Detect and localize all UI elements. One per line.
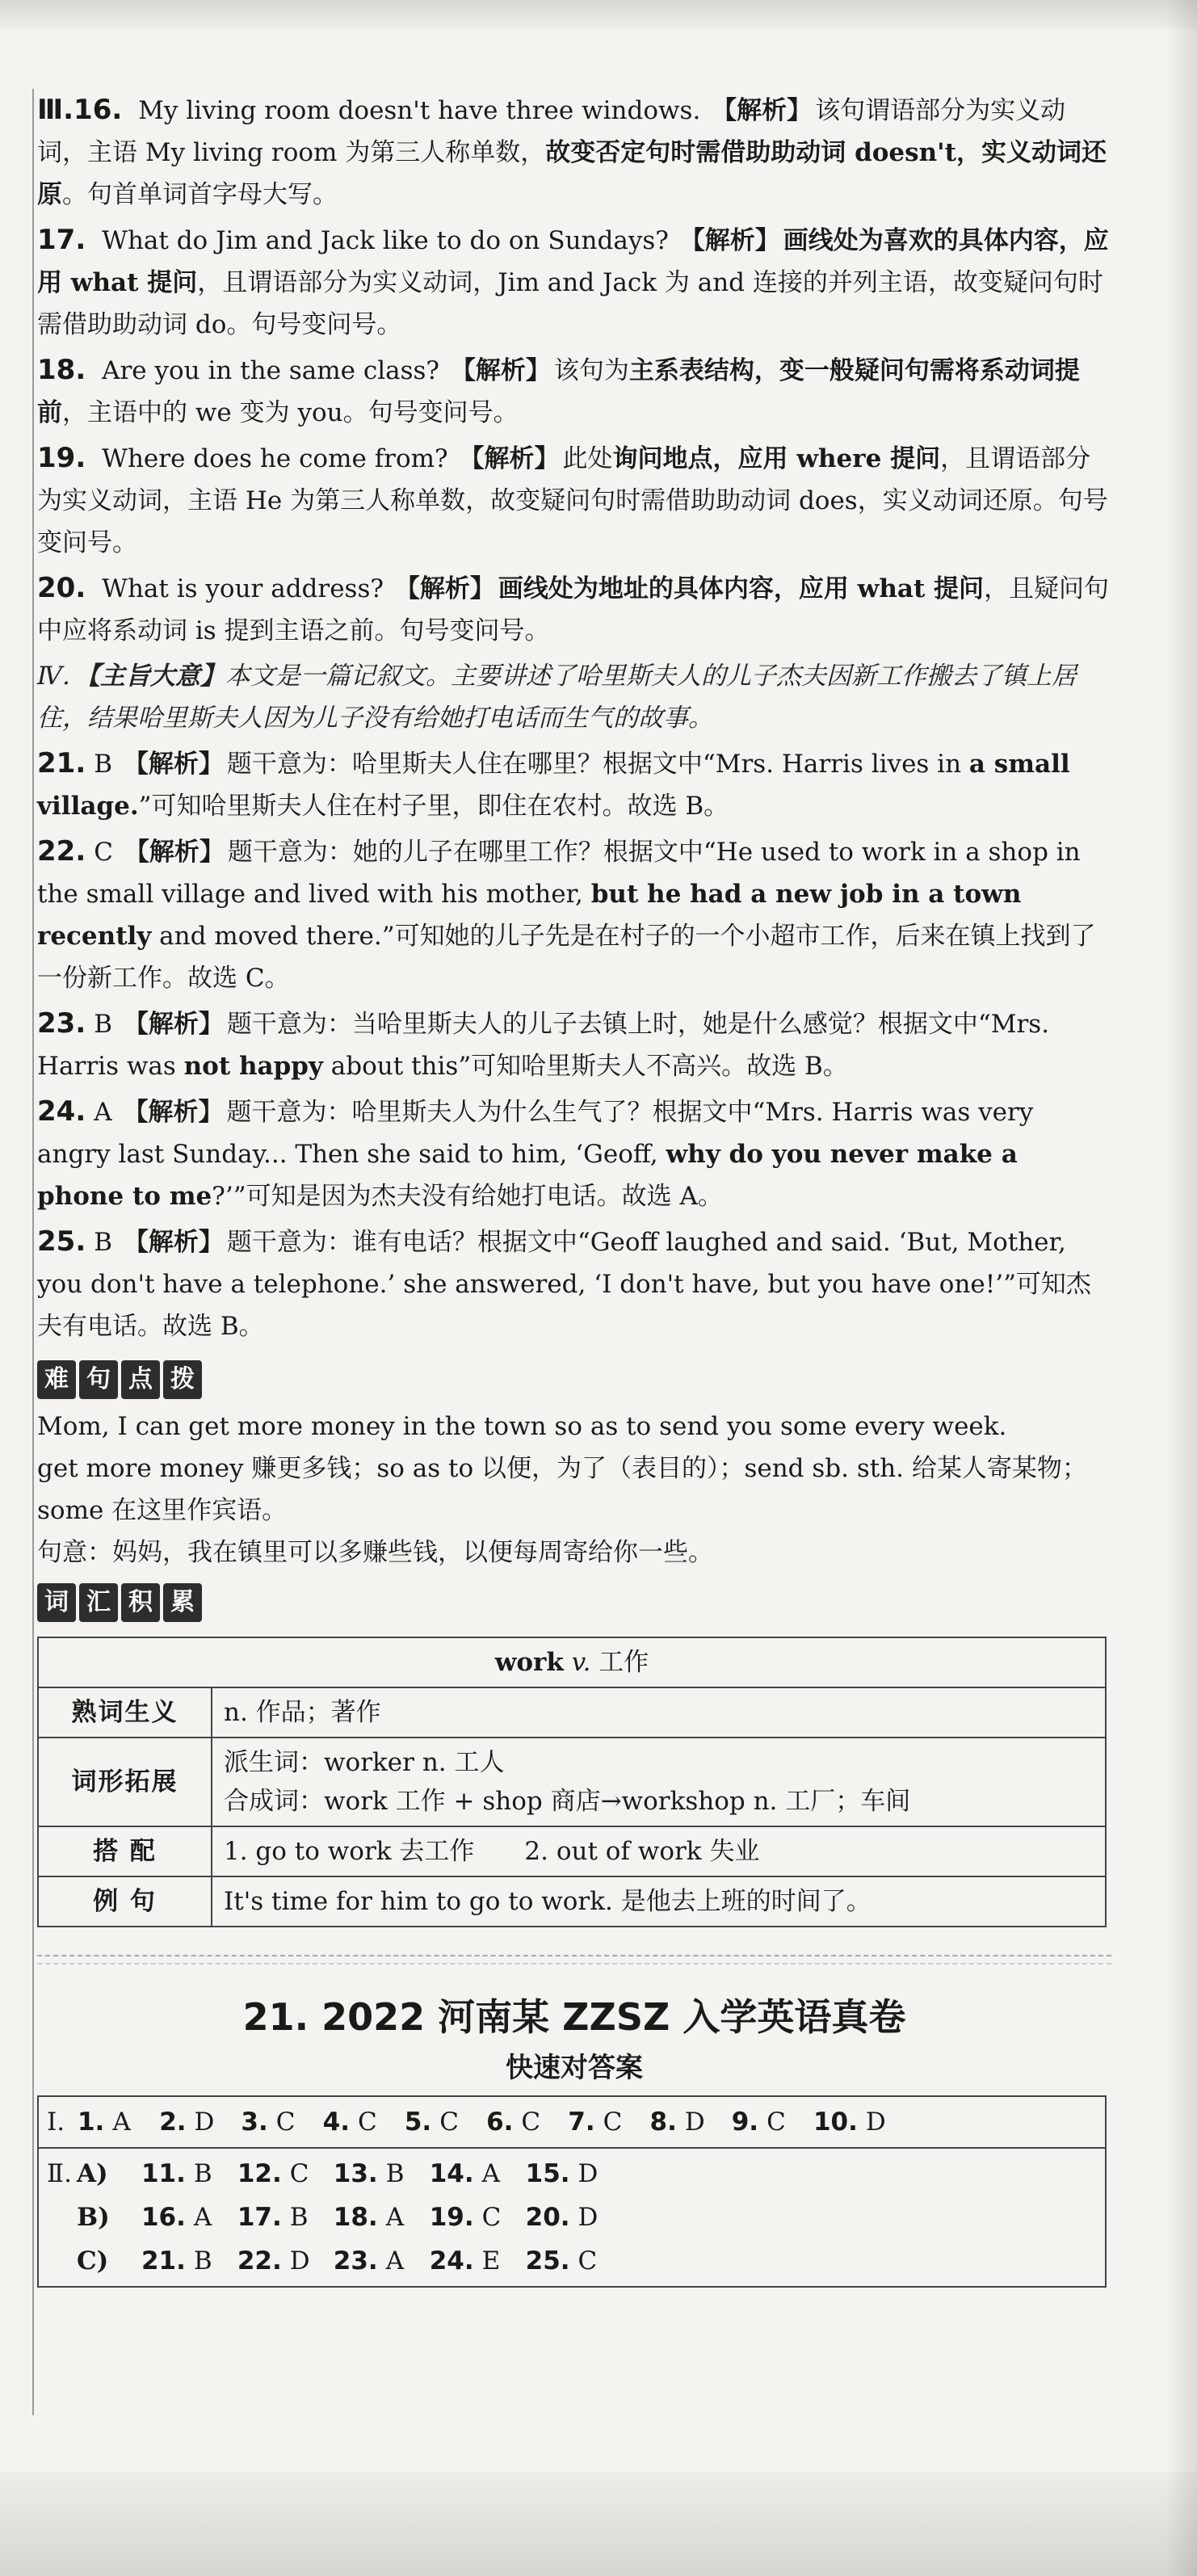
analysis-tag: 【解析】 <box>459 444 560 473</box>
analysis-text: ”可知哈里斯夫人住在村子里，即住在农村。故选 B。 <box>138 792 729 821</box>
answer <box>430 2239 505 2283</box>
answer-number: 4. <box>322 2107 350 2137</box>
answer-number: 13. <box>333 2159 378 2188</box>
answer <box>241 2100 298 2144</box>
section-label: Ⅰ. <box>47 2107 65 2137</box>
answer <box>237 2196 313 2239</box>
analysis-text: ，且谓语部分为实义动词，Jim and Jack 为 and 连接的并列主语，故变疑问句时需借助助动词 do。句号变问号。 <box>37 268 1103 339</box>
answer-row <box>38 2148 1106 2287</box>
answer <box>650 2100 708 2144</box>
answer-value: A <box>385 2246 405 2276</box>
label-char: 句 <box>79 1360 118 1399</box>
answer <box>486 2100 544 2144</box>
answer <box>732 2100 789 2144</box>
reading-item-21 <box>37 742 1111 827</box>
answer <box>526 2152 601 2196</box>
answer-number: 7. <box>568 2107 595 2137</box>
analysis-tag: 【解析】 <box>123 1098 224 1127</box>
answer-number: 8. <box>649 2107 677 2137</box>
analysis-text: 题干意为：谁有电话？根据文中“Geoff laughed and said. ‘But, Mother, you don't have a telephone.’ she answered, ‘I don't have, but you have one!’”可知杰夫有电话。故选 B。 <box>37 1228 1091 1341</box>
answer-value: D <box>578 2203 598 2232</box>
item-answer: What is your address? <box>102 574 384 603</box>
vocab-row <box>38 1687 1106 1738</box>
vocab-row <box>38 1738 1106 1826</box>
analysis-text: 题干意为：当哈里斯夫人的儿子去镇上时，她是什么感觉？根据文中“Mrs. Harris was <box>37 1010 1050 1081</box>
exam-subtitle: 快速对答案 <box>506 2052 643 2084</box>
answer-value: C <box>766 2107 786 2137</box>
analysis-tag: 【解析】 <box>450 356 551 385</box>
answer-number: 15. <box>525 2159 570 2188</box>
answer-number: 18. <box>333 2203 378 2232</box>
item-answer: My living room doesn't have three windows. <box>138 96 701 125</box>
item-number: 23. <box>37 1007 86 1040</box>
summary-text: 本文是一篇记叙文。主要讲述了哈里斯夫人的儿子杰夫因新工作搬去了镇上居住，结果哈里斯夫人因为儿子没有给她打电话而生气的故事。 <box>37 662 1077 733</box>
item-17 <box>37 219 1111 346</box>
vocab-line: 派生词：worker n. 工人 <box>224 1748 505 1777</box>
answer-value: A <box>385 2203 405 2232</box>
answer-value: B <box>193 2246 212 2276</box>
answer-value: B <box>289 2203 309 2232</box>
item-number: 21. <box>37 747 86 780</box>
analysis-text: 题干意为：哈里斯夫人住在哪里？根据文中“Mrs. Harris lives in <box>226 750 969 779</box>
answer <box>813 2100 888 2144</box>
answer-group <box>47 2196 1097 2239</box>
answer-number: 19. <box>429 2203 474 2232</box>
answer-row <box>38 2096 1106 2148</box>
analysis-tag: 【解析】 <box>123 1010 224 1039</box>
margin-rule <box>32 89 34 2415</box>
answer-value: D <box>865 2107 886 2137</box>
analysis-text: 题干意为：她的儿子在哪里工作？根据文中“He used to work in a shop in the small village and lived with his mother, <box>37 838 1081 909</box>
answer <box>526 2196 601 2239</box>
section-divider <box>37 1955 1111 1965</box>
answer-value: A <box>481 2159 501 2188</box>
answer-number: 24. <box>429 2246 474 2276</box>
section-4-summary <box>37 655 1111 739</box>
item-16 <box>37 89 1111 216</box>
vocab-line: 合成词：work 工作 + shop 商店→workshop n. 工厂；车间 <box>224 1787 911 1816</box>
analysis-tag: 【解析】 <box>123 1228 224 1257</box>
group-label: B) <box>76 2203 110 2232</box>
analysis-tag: 【解析】 <box>712 96 813 125</box>
reading-item-24 <box>37 1090 1111 1217</box>
answer-section-1 <box>38 2096 1106 2148</box>
item-answer-letter: B <box>94 750 113 779</box>
analysis-tag: 【解析】 <box>124 838 225 867</box>
vocab-value <box>212 1738 1106 1826</box>
answer <box>568 2100 625 2144</box>
answer-value: C <box>357 2107 377 2137</box>
answer-number: 25. <box>525 2246 570 2276</box>
page-bottom-edge <box>0 2472 1197 2576</box>
answer-number: 3. <box>241 2107 268 2137</box>
answer-number: 20. <box>525 2203 570 2232</box>
analysis-text: ?’”可知是因为杰夫没有给她打电话。故选 A。 <box>212 1182 723 1211</box>
head-pos: v. <box>571 1648 591 1677</box>
answer-value: C <box>289 2159 309 2188</box>
analysis-text: 此处 <box>562 444 613 473</box>
label-char: 点 <box>121 1360 160 1399</box>
analysis-bold: 主系表结构，变一般疑问句需将系动词提前 <box>37 356 1080 427</box>
answer <box>430 2152 505 2196</box>
answer-value: D <box>684 2107 705 2137</box>
head-meaning: 工作 <box>598 1648 649 1677</box>
answer-number: 6. <box>486 2107 514 2137</box>
vocab-value: n. 作品；著作 <box>212 1687 1106 1738</box>
answer-group <box>47 2152 1097 2196</box>
page-binding-shadow <box>1165 0 1197 2576</box>
vocab-key: 例 句 <box>38 1876 212 1927</box>
analysis-text: and moved there.”可知她的儿子先是在村子的一个小超市工作，后来在镇上找到了一份新工作。故选 C。 <box>37 922 1096 993</box>
answer-number: 17. <box>237 2203 282 2232</box>
analysis-text: ，且谓语部分为实义动词，主语 He 为第三人称单数，故变疑问句时需借助助动词 does，实义动词还原。句号变问号。 <box>37 444 1108 557</box>
item-answer-letter: B <box>94 1010 113 1039</box>
analysis-text: 该句为 <box>553 356 629 385</box>
answer-value: D <box>289 2246 310 2276</box>
hard-sentence-text: Mom, I can get more money in the town so as to send you some every week. <box>37 1412 1007 1441</box>
answer-value: B <box>193 2159 212 2188</box>
vocab-key: 词形拓展 <box>38 1738 212 1826</box>
item-number: 20. <box>37 572 86 604</box>
answer-value: D <box>578 2159 598 2188</box>
hard-sentence-explain: get more money 赚更多钱；so as to 以便，为了（表目的）；send sb. sth. 给某人寄某物；some 在这里作宾语。 <box>37 1454 1087 1525</box>
answer-value: C <box>275 2107 296 2137</box>
answer-value: A <box>112 2107 131 2137</box>
label-char: 积 <box>121 1583 160 1622</box>
item-19 <box>37 437 1111 564</box>
item-20 <box>37 567 1111 652</box>
answer <box>141 2196 216 2239</box>
analysis-text: ，且疑问句中应将系动词 is 提到主语之前。句号变问号。 <box>37 574 1110 645</box>
label-char: 拨 <box>163 1360 202 1399</box>
answer-number: 1. <box>77 2107 105 2137</box>
label-char: 累 <box>163 1583 202 1622</box>
answer-number: 10. <box>813 2107 858 2137</box>
answer-table <box>37 2095 1107 2288</box>
analysis-bold: why do you never make a phone to me <box>37 1140 1018 1211</box>
answer-number: 21. <box>141 2246 186 2276</box>
answer-value: C <box>578 2246 598 2276</box>
analysis-bold: but he had a new job in a town recently <box>37 880 1022 951</box>
answer <box>430 2196 505 2239</box>
item-number: 22. <box>37 835 86 868</box>
vocab-row <box>38 1826 1106 1876</box>
section-label: Ⅱ. <box>47 2159 72 2188</box>
item-answer: What do Jim and Jack like to do on Sundays? <box>102 226 669 255</box>
answer <box>141 2239 216 2283</box>
group-label: A) <box>76 2159 108 2188</box>
analysis-tag: 【解析】 <box>679 226 780 255</box>
answer <box>159 2100 216 2144</box>
section-label: Ⅳ. <box>37 662 70 691</box>
summary-tag: 【主旨大意】 <box>74 662 225 691</box>
reading-item-25 <box>37 1221 1111 1347</box>
item-number: 25. <box>37 1225 86 1258</box>
group-label: C) <box>76 2246 109 2276</box>
analysis-text: 题干意为：哈里斯夫人为什么生气了？根据文中“Mrs. Harris was very angry last Sunday... Then she said to him, ‘Geoff, <box>37 1098 1034 1169</box>
answer-page <box>37 89 1111 2288</box>
vocab-key: 搭 配 <box>38 1826 212 1876</box>
answer-section-2 <box>38 2148 1106 2287</box>
reading-item-23 <box>37 1002 1111 1087</box>
answer-number: 2. <box>159 2107 187 2137</box>
label-char: 词 <box>37 1583 76 1622</box>
item-number: 17. <box>37 224 86 256</box>
answer-number: 16. <box>141 2203 186 2232</box>
vocab-value: 1. go to work 去工作 2. out of work 失业 <box>212 1826 1106 1876</box>
analysis-bold: not happy <box>183 1052 323 1081</box>
item-answer: Are you in the same class? <box>102 356 440 385</box>
item-18 <box>37 349 1111 434</box>
hard-sentence-meaning: 句意：妈妈，我在镇里可以多赚些钱，以便每周寄给你一些。 <box>37 1538 713 1567</box>
analysis-bold: 画线处为喜欢的具体内容，应用 what 提问 <box>37 226 1109 297</box>
answer-number: 11. <box>141 2159 186 2188</box>
analysis-tag: 【解析】 <box>123 750 224 779</box>
head-word: work <box>494 1648 564 1677</box>
answer-value: B <box>385 2159 405 2188</box>
answer <box>141 2152 216 2196</box>
item-answer-letter: A <box>94 1098 112 1127</box>
answer-number: 5. <box>404 2107 432 2137</box>
hard-sentence-label <box>37 1360 202 1399</box>
analysis-bold: 故变否定句时需借助助动词 doesn't，实义动词还原 <box>37 138 1107 209</box>
answer-value: C <box>521 2107 541 2137</box>
answer <box>334 2196 409 2239</box>
answer-number: 22. <box>237 2246 282 2276</box>
item-number: 19. <box>37 442 86 474</box>
label-char: 汇 <box>79 1583 118 1622</box>
item-number: 24. <box>37 1095 86 1128</box>
answer-value: C <box>439 2107 459 2137</box>
answer <box>526 2239 601 2283</box>
analysis-text: about this”可知哈里斯夫人不高兴。故选 B。 <box>322 1052 848 1081</box>
vocab-key: 熟词生义 <box>38 1687 212 1738</box>
answer-value: D <box>194 2107 215 2137</box>
analysis-text: 。句首单词首字母大写。 <box>62 180 338 209</box>
answer <box>237 2152 313 2196</box>
answer-value: E <box>481 2246 501 2276</box>
analysis-tag: 【解析】 <box>394 574 495 603</box>
item-number: Ⅲ.16. <box>37 94 123 126</box>
answer <box>405 2100 462 2144</box>
page-top-edge <box>0 0 1197 29</box>
item-answer-letter: C <box>94 838 113 867</box>
analysis-bold: 画线处为地址的具体内容，应用 what 提问 <box>498 574 985 603</box>
answer-number: 12. <box>237 2159 282 2188</box>
analysis-text: ，主语中的 we 变为 you。句号变问号。 <box>62 398 519 427</box>
label-char: 难 <box>37 1360 76 1399</box>
vocab-head-row <box>38 1637 1106 1687</box>
answer <box>334 2152 409 2196</box>
vocab-head <box>38 1637 1106 1687</box>
item-answer-letter: B <box>94 1228 113 1257</box>
item-answer: Where does he come from? <box>102 444 448 473</box>
reading-item-22 <box>37 830 1111 999</box>
answer-value: C <box>603 2107 623 2137</box>
answer <box>334 2239 409 2283</box>
answer-value: C <box>481 2203 502 2232</box>
vocab-table <box>37 1637 1107 1927</box>
analysis-bold: a small village. <box>37 750 1070 821</box>
analysis-text: 该句谓语部分为实义动词，主语 My living room 为第三人称单数， <box>37 96 1066 167</box>
answer-number: 23. <box>333 2246 378 2276</box>
vocab-label <box>37 1583 202 1622</box>
answer <box>323 2100 380 2144</box>
vocab-row <box>38 1876 1106 1927</box>
answer-value: A <box>193 2203 212 2232</box>
answer-number: 9. <box>731 2107 759 2137</box>
exam-title: 21. 2022 河南某 ZZSZ 入学英语真卷 <box>242 1995 906 2039</box>
answer <box>237 2239 313 2283</box>
answer-group <box>47 2239 1097 2283</box>
rewrite-items <box>37 89 1111 652</box>
analysis-bold: 询问地点，应用 where 提问 <box>612 444 941 473</box>
item-number: 18. <box>37 354 86 386</box>
answer-number: 14. <box>429 2159 474 2188</box>
reading-items <box>37 742 1111 1347</box>
answer <box>78 2100 135 2144</box>
vocab-value: It's time for him to go to work. 是他去上班的时间了。 <box>212 1876 1106 1927</box>
